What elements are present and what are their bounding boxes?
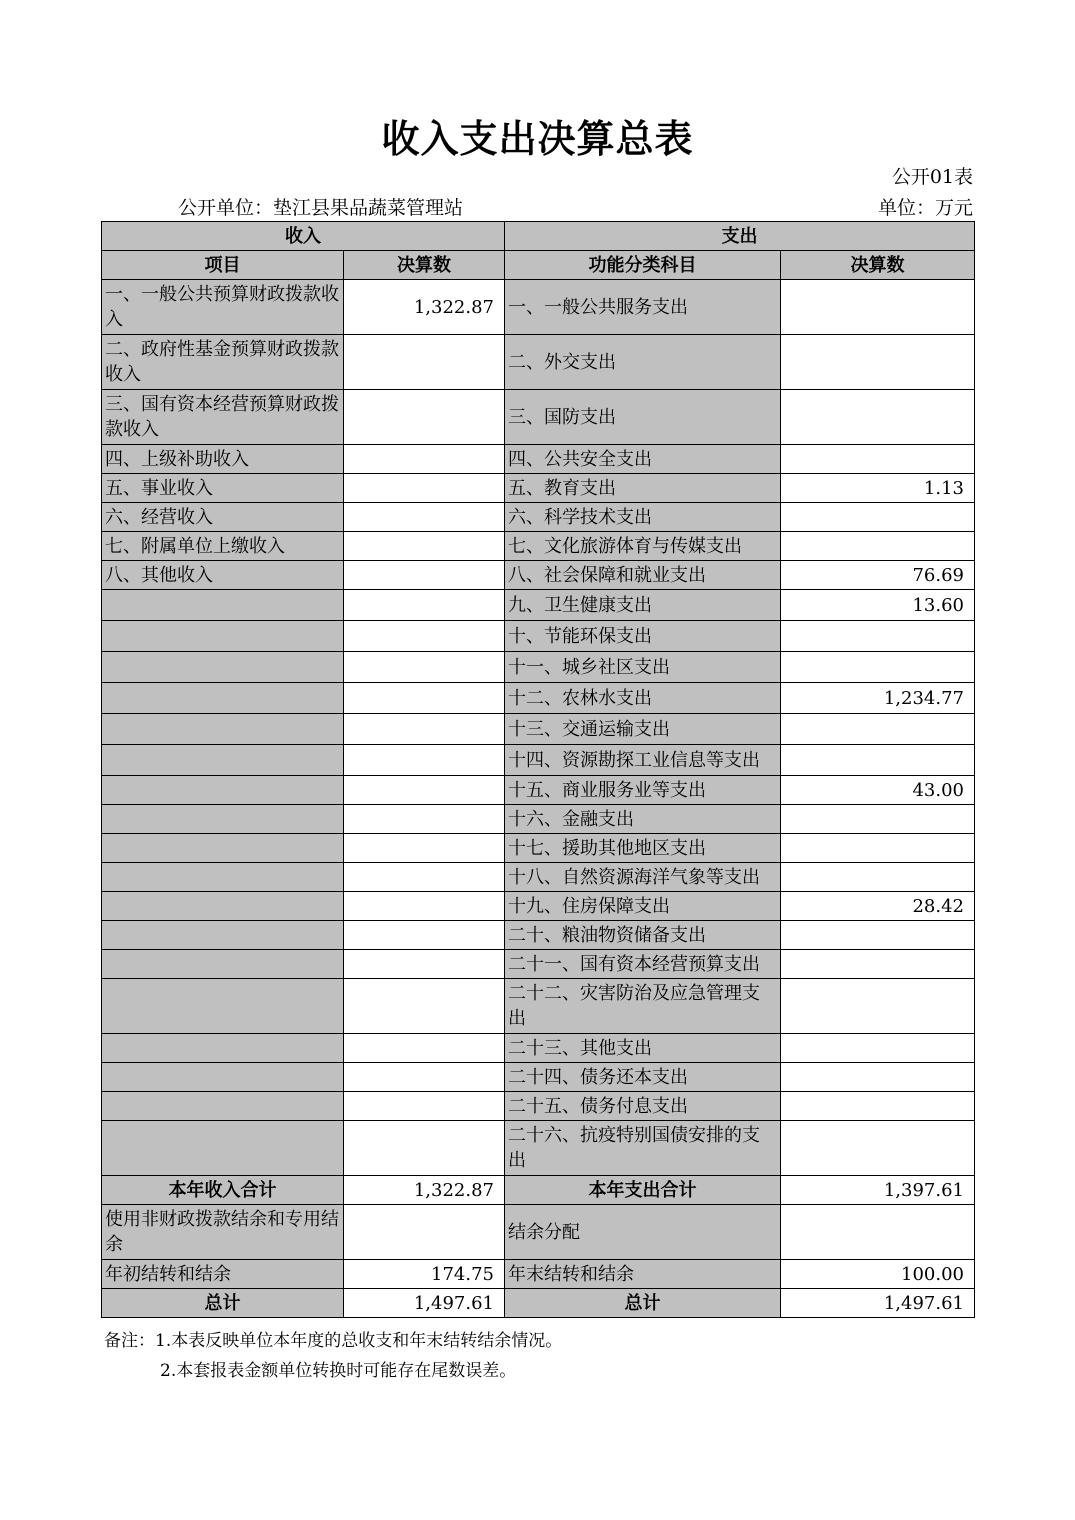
- income-item: [102, 834, 344, 863]
- expense-item: 二十三、其他支出: [505, 1034, 781, 1063]
- table-row: [102, 652, 975, 683]
- income-value: [344, 979, 505, 1034]
- table-row: [102, 979, 975, 1034]
- nonfiscal-label: 使用非财政拨款结余和专用结余: [102, 1205, 344, 1260]
- table-row: [102, 834, 975, 863]
- total-expense-label: 总计: [505, 1289, 781, 1318]
- income-value: [344, 921, 505, 950]
- surplus-dist-value: [781, 1205, 975, 1260]
- table-row: [102, 474, 975, 503]
- income-value: [344, 532, 505, 561]
- expense-value: [781, 621, 975, 652]
- expense-value: [781, 950, 975, 979]
- table-row: [102, 921, 975, 950]
- income-item: 五、事业收入: [102, 474, 344, 503]
- expense-value: [781, 863, 975, 892]
- year-expense-value: 1,397.61: [781, 1176, 975, 1205]
- table-row: [102, 590, 975, 621]
- table-row: [102, 390, 975, 445]
- income-value: [344, 561, 505, 590]
- income-item: 二、政府性基金预算财政拨款收入: [102, 335, 344, 390]
- expense-value: [781, 1063, 975, 1092]
- expense-item: 九、卫生健康支出: [505, 590, 781, 621]
- unit-name: 公开单位：垫江县果品蔬菜管理站: [178, 197, 464, 219]
- expense-item: 二十一、国有资本经营预算支出: [505, 950, 781, 979]
- table-row: [102, 280, 975, 335]
- table-row: [102, 805, 975, 834]
- income-item: 四、上级补助收入: [102, 445, 344, 474]
- carryover-row: [102, 1260, 975, 1289]
- income-value: [344, 474, 505, 503]
- table-row: [102, 714, 975, 745]
- income-value: [344, 1092, 505, 1121]
- income-value: [344, 834, 505, 863]
- expense-value: [781, 1092, 975, 1121]
- expense-value: [781, 1034, 975, 1063]
- expense-item: 十二、农林水支出: [505, 683, 781, 714]
- total-income-value: 1,497.61: [344, 1289, 505, 1318]
- year-income-label: 本年收入合计: [102, 1176, 344, 1205]
- table-row: [102, 776, 975, 805]
- currency-unit: 单位：万元: [877, 197, 973, 219]
- grand-total-row: [102, 1289, 975, 1318]
- income-item: [102, 805, 344, 834]
- surplus-dist-label: 结余分配: [505, 1205, 781, 1260]
- table-row: [102, 1034, 975, 1063]
- income-item: [102, 1092, 344, 1121]
- expense-value: [781, 445, 975, 474]
- income-value: [344, 1063, 505, 1092]
- income-value: [344, 503, 505, 532]
- income-value: [344, 776, 505, 805]
- note-line-1: 备注：1.本表反映单位本年度的总收支和年末结转结余情况。: [104, 1331, 563, 1351]
- income-item: [102, 892, 344, 921]
- income-value: [344, 590, 505, 621]
- income-item: [102, 683, 344, 714]
- begin-label: 年初结转和结余: [102, 1260, 344, 1289]
- income-value: [344, 863, 505, 892]
- expense-value: [781, 335, 975, 390]
- income-item: [102, 950, 344, 979]
- amount-header: 决算数: [344, 251, 505, 280]
- expense-value: [781, 1121, 975, 1176]
- income-item: [102, 590, 344, 621]
- income-value: [344, 805, 505, 834]
- amount2-header: 决算数: [781, 251, 975, 280]
- func-item-header: 功能分类科目: [505, 251, 781, 280]
- table-row: [102, 503, 975, 532]
- income-item: [102, 1063, 344, 1092]
- income-item: [102, 921, 344, 950]
- expense-item: 十七、援助其他地区支出: [505, 834, 781, 863]
- nonfiscal-value: [344, 1205, 505, 1260]
- income-value: [344, 390, 505, 445]
- income-value: [344, 892, 505, 921]
- expense-item: 二十二、灾害防治及应急管理支出: [505, 979, 781, 1034]
- income-value: [344, 652, 505, 683]
- table-row: [102, 621, 975, 652]
- income-item: 一、一般公共预算财政拨款收入: [102, 280, 344, 335]
- expense-header: 支出: [505, 222, 975, 251]
- income-value: [344, 683, 505, 714]
- expense-item: 十八、自然资源海洋气象等支出: [505, 863, 781, 892]
- table-row: [102, 532, 975, 561]
- table-row: [102, 1121, 975, 1176]
- year-income-value: 1,322.87: [344, 1176, 505, 1205]
- expense-item: 十四、资源勘探工业信息等支出: [505, 745, 781, 776]
- expense-value: 1,234.77: [781, 683, 975, 714]
- expense-item: 二十六、抗疫特别国债安排的支出: [505, 1121, 781, 1176]
- table-row: [102, 1092, 975, 1121]
- page-title: 收入支出决算总表: [381, 117, 694, 161]
- expense-value: [781, 921, 975, 950]
- expense-item: 二、外交支出: [505, 335, 781, 390]
- expense-value: [781, 745, 975, 776]
- income-item: 六、经营收入: [102, 503, 344, 532]
- table-row: [102, 561, 975, 590]
- table-row: [102, 445, 975, 474]
- expense-value: [781, 805, 975, 834]
- expense-value: 13.60: [781, 590, 975, 621]
- note-line-2: 2.本套报表金额单位转换时可能存在尾数误差。: [160, 1361, 517, 1381]
- expense-item: 十九、住房保障支出: [505, 892, 781, 921]
- income-item: [102, 776, 344, 805]
- expense-item: 十一、城乡社区支出: [505, 652, 781, 683]
- income-item: [102, 863, 344, 892]
- income-item: 八、其他收入: [102, 561, 344, 590]
- year-expense-label: 本年支出合计: [505, 1176, 781, 1205]
- total-income-label: 总计: [102, 1289, 344, 1318]
- end-value: 100.00: [781, 1260, 975, 1289]
- expense-item: 八、社会保障和就业支出: [505, 561, 781, 590]
- income-item: [102, 621, 344, 652]
- year-total-row: [102, 1176, 975, 1205]
- expense-value: 1.13: [781, 474, 975, 503]
- begin-value: 174.75: [344, 1260, 505, 1289]
- table-row: [102, 683, 975, 714]
- income-header: 收入: [102, 222, 505, 251]
- table-row: [102, 863, 975, 892]
- expense-item: 二十五、债务付息支出: [505, 1092, 781, 1121]
- expense-value: 76.69: [781, 561, 975, 590]
- expense-value: [781, 280, 975, 335]
- expense-value: [781, 652, 975, 683]
- table-row: [102, 950, 975, 979]
- income-item: [102, 745, 344, 776]
- expense-value: [781, 503, 975, 532]
- expense-item: 四、公共安全支出: [505, 445, 781, 474]
- income-item: [102, 652, 344, 683]
- table-row: [102, 1063, 975, 1092]
- expense-item: 十五、商业服务业等支出: [505, 776, 781, 805]
- expense-item: 十六、金融支出: [505, 805, 781, 834]
- income-value: [344, 1121, 505, 1176]
- expense-value: [781, 714, 975, 745]
- income-value: [344, 1034, 505, 1063]
- total-expense-value: 1,497.61: [781, 1289, 975, 1318]
- income-item: 三、国有资本经营预算财政拨款收入: [102, 390, 344, 445]
- item-header: 项目: [102, 251, 344, 280]
- expense-item: 二十、粮油物资储备支出: [505, 921, 781, 950]
- nonfiscal-row: [102, 1205, 975, 1260]
- table-row: [102, 745, 975, 776]
- expense-item: 一、一般公共服务支出: [505, 280, 781, 335]
- income-value: [344, 714, 505, 745]
- table-row: [102, 335, 975, 390]
- expense-item: 五、教育支出: [505, 474, 781, 503]
- expense-item: 六、科学技术支出: [505, 503, 781, 532]
- income-value: [344, 745, 505, 776]
- expense-value: 43.00: [781, 776, 975, 805]
- expense-value: [781, 532, 975, 561]
- expense-item: 七、文化旅游体育与传媒支出: [505, 532, 781, 561]
- expense-value: [781, 834, 975, 863]
- income-value: [344, 621, 505, 652]
- expense-item: 二十四、债务还本支出: [505, 1063, 781, 1092]
- income-item: [102, 1034, 344, 1063]
- income-value: [344, 950, 505, 979]
- form-number: 公开01表: [891, 166, 973, 188]
- income-value: [344, 445, 505, 474]
- income-expense-table: [101, 221, 975, 1318]
- expense-value: [781, 390, 975, 445]
- expense-item: 十、节能环保支出: [505, 621, 781, 652]
- income-item: [102, 1121, 344, 1176]
- income-value: [344, 335, 505, 390]
- expense-value: 28.42: [781, 892, 975, 921]
- table-body: [102, 280, 975, 1176]
- expense-item: 三、国防支出: [505, 390, 781, 445]
- table-row: [102, 892, 975, 921]
- income-item: [102, 714, 344, 745]
- income-value: 1,322.87: [344, 280, 505, 335]
- expense-value: [781, 979, 975, 1034]
- expense-item: 十三、交通运输支出: [505, 714, 781, 745]
- income-item: 七、附属单位上缴收入: [102, 532, 344, 561]
- end-label: 年末结转和结余: [505, 1260, 781, 1289]
- income-item: [102, 979, 344, 1034]
